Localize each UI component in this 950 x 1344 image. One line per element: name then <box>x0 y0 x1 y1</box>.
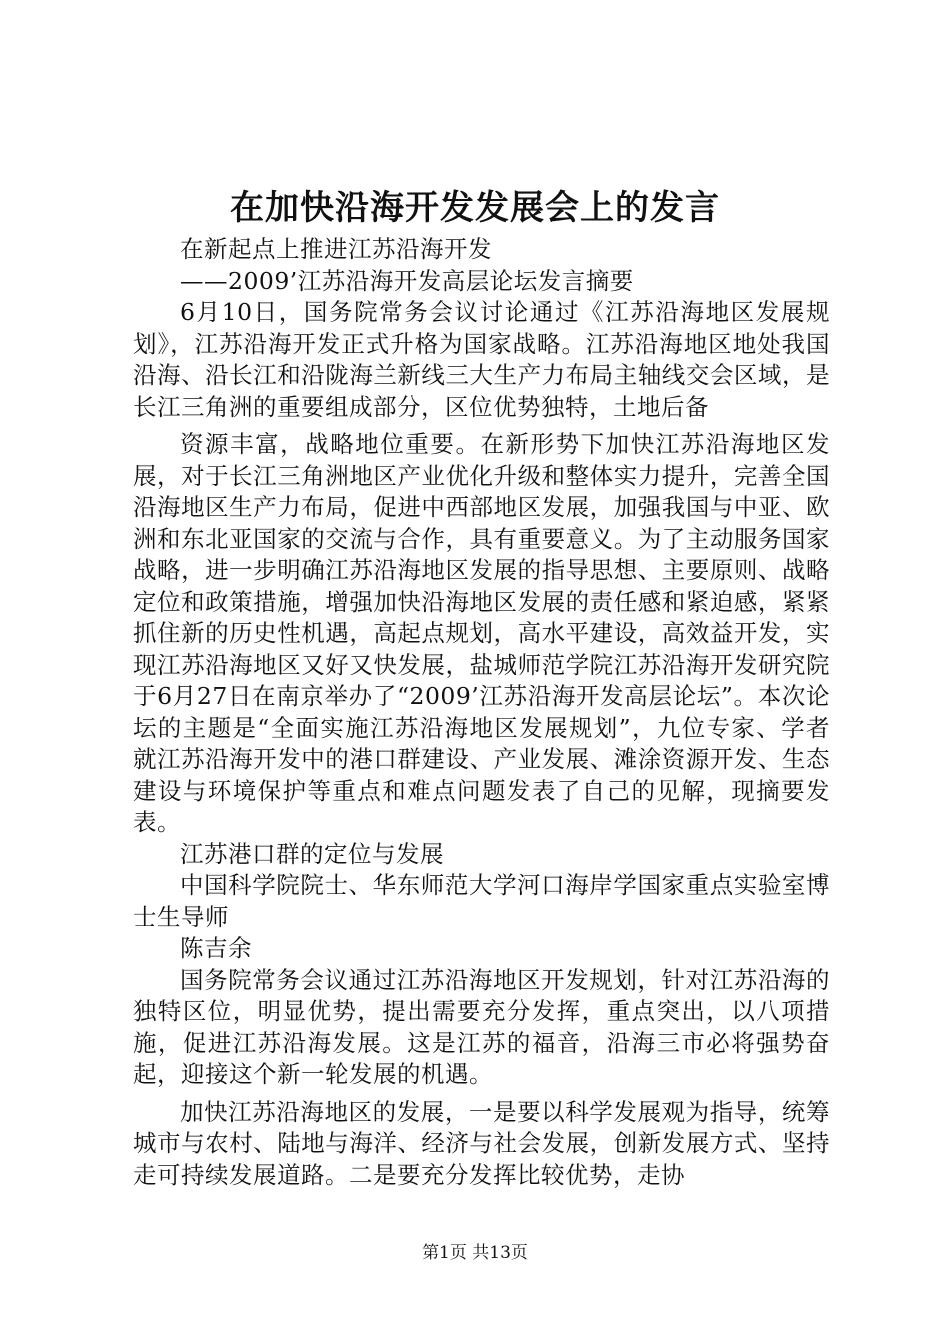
document-title: 在加快沿海开发发展会上的发言 <box>230 188 720 228</box>
subtitle-line: ——2009’江苏沿海开发高层论坛发言摘要 <box>180 266 634 295</box>
document-body <box>133 234 830 1191</box>
body-paragraph: 国务院常务会议通过江苏沿海地区开发规划，针对江苏沿海的独特区位，明显优势，提出需要充分发挥，重点突出，以八项措施，促进江苏沿海发展。这是江苏的福音，沿海三市必将强势奋起，迎接这个新一轮发展的机遇。 <box>133 965 830 1088</box>
author-name: 陈吉余 <box>180 934 252 962</box>
body-paragraph: 加快江苏沿海地区的发展，一是要以科学发展观为指导，统筹城市与农村、陆地与海洋、经济与社会发展，创新发展方式、坚持走可持续发展道路。二是要充分发挥比较优势，走协 <box>133 1097 830 1189</box>
body-paragraph: 资源丰富，战略地位重要。在新形势下加快江苏沿海地区发展，对于长江三角洲地区产业优化升级和整体实力提升，完善全国沿海地区生产力布局，促进中西部地区发展，加强我国与中亚、欧洲和东北亚国家的交流与合作，具有重要意义。为了主动服务国家战略，进一步明确江苏沿海地区发展的指导思想、主要原则、战略定位和政策措施，增强加快沿海地区发展的责任感和紧迫感，紧紧抓住新的历史性机遇，高起点规划，高水平建设，高效益开发，实现江苏沿海地区又好又快发展，盐城师范学院江苏沿海开发研究院于6月27日在南京举办了“2009’江苏沿海开发高层论坛”。本次论坛的主题是“全面实施江苏沿海地区发展规划”，九位专家、学者就江苏沿海开发中的港口群建设、产业发展、滩涂资源开发、生态建设与环境保护等重点和难点问题发表了自己的见解，现摘要发表。 <box>133 430 830 836</box>
body-paragraph: 6月10日，国务院常务会议讨论通过《江苏沿海地区发展规划》，江苏沿海开发正式升格为国家战略。江苏沿海地区地处我国沿海、沿长江和沿陇海兰新线三大生产力布局主轴线交会区域，是长江三角洲的重要组成部分，区位优势独特，土地后备 <box>133 298 830 421</box>
page-footer: 第1页 共13页 <box>422 1243 528 1263</box>
section-heading: 在新起点上推进江苏沿海开发 <box>180 235 492 263</box>
section-heading: 江苏港口群的定位与发展 <box>180 839 444 868</box>
author-affiliation: 中国科学院院士、华东师范大学河口海岸学国家重点实验室博士生导师 <box>133 871 830 931</box>
